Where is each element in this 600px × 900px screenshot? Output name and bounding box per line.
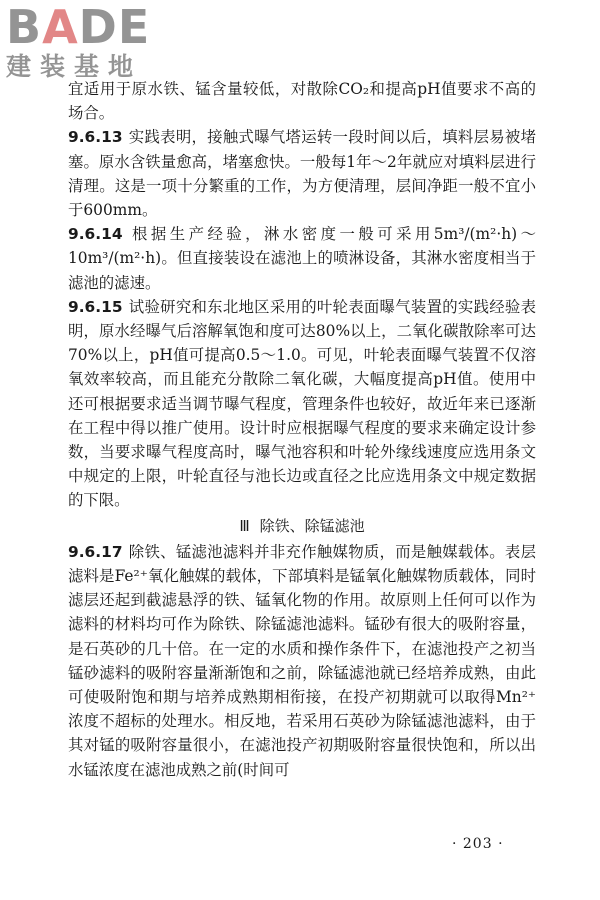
page-body [68, 77, 536, 782]
section-heading [68, 514, 536, 539]
clause-9-6-13 [68, 125, 536, 222]
clause-text: 根据生产经验，淋水密度一般可采用5m³/(m²·h)～10m³/(m²·h)。但直接装设在滤池上的喷淋设备，其淋水密度相当于滤池的滤速。 [68, 225, 536, 292]
clause-9-6-14 [68, 222, 536, 295]
paragraph-continued [68, 77, 536, 125]
clause-text: 实践表明，接触式曝气塔运转一段时间以后，填料层易被堵塞。原水含铁量愈高，堵塞愈快。一般每1年～2年就应对填料层进行清理。这是一项十分繁重的工作，为方便清理，层间净距一般不宜小于600mm。 [68, 128, 536, 220]
watermark-logo [6, 0, 176, 82]
section-roman-numeral: Ⅲ [239, 518, 250, 535]
section-title: 除铁、除锰滤池 [259, 516, 365, 535]
watermark-subtitle: 建装基地 [6, 52, 143, 81]
clause-9-6-17 [68, 540, 536, 782]
watermark-brand: BADE [6, 0, 151, 54]
page-number: · 203 · [452, 836, 504, 852]
clause-number: 9.6.13 [68, 128, 123, 147]
paragraph-text: 宜适用于原水铁、锰含量较低，对散除CO₂和提高pH值要求不高的场合。 [68, 80, 536, 123]
clause-text: 除铁、锰滤池滤料并非充作触媒物质，而是触媒载体。表层滤料是Fe²⁺氧化触媒的载体，下部填料是锰氧化触媒物质载体，同时滤层还起到截滤悬浮的铁、锰氧化物的作用。故原则上任何可以作为滤料的材料均可作为除铁、除锰滤池滤料。锰砂有很大的吸附容量，是石英砂的几十倍。在一定的水质和操作条件下，在滤池投产之初当锰砂滤料的吸附容量渐渐饱和之前，除锰滤池就已经培养成熟，由此可使吸附饱和期与培养成熟期相衔接，在投产初期就可以取得Mn²⁺浓度不超标的处理水。相反地，若采用石英砂为除锰滤池滤料，由于其对锰的吸附容量很小，在滤池投产初期吸附容量很快饱和，所以出水锰浓度在滤池成熟之前(时间可 [68, 542, 536, 779]
clause-number: 9.6.14 [68, 225, 123, 244]
clause-9-6-15 [68, 295, 536, 513]
clause-number: 9.6.15 [68, 297, 123, 316]
clause-number: 9.6.17 [68, 542, 123, 561]
clause-text: 试验研究和东北地区采用的叶轮表面曝气装置的实践经验表明，原水经曝气后溶解氧饱和度可达80%以上，二氧化碳散除率可达70%以上，pH值可提高0.5～1.0。可见，叶轮表面曝气装置不仅溶氧效率较高，而且能充分散除二氧化碳，大幅度提高pH值。使用中还可根据要求适当调节曝气程度，管理条件也较好，故近年来已逐渐在工程中得以推广使用。设计时应根据曝气程度的要求来确定设计参数，当要求曝气程度高时，曝气池容积和叶轮外缘线速度应选用条文中规定的上限，叶轮直径与池长边或直径之比应选用条文中规定数据的下限。 [68, 297, 536, 510]
